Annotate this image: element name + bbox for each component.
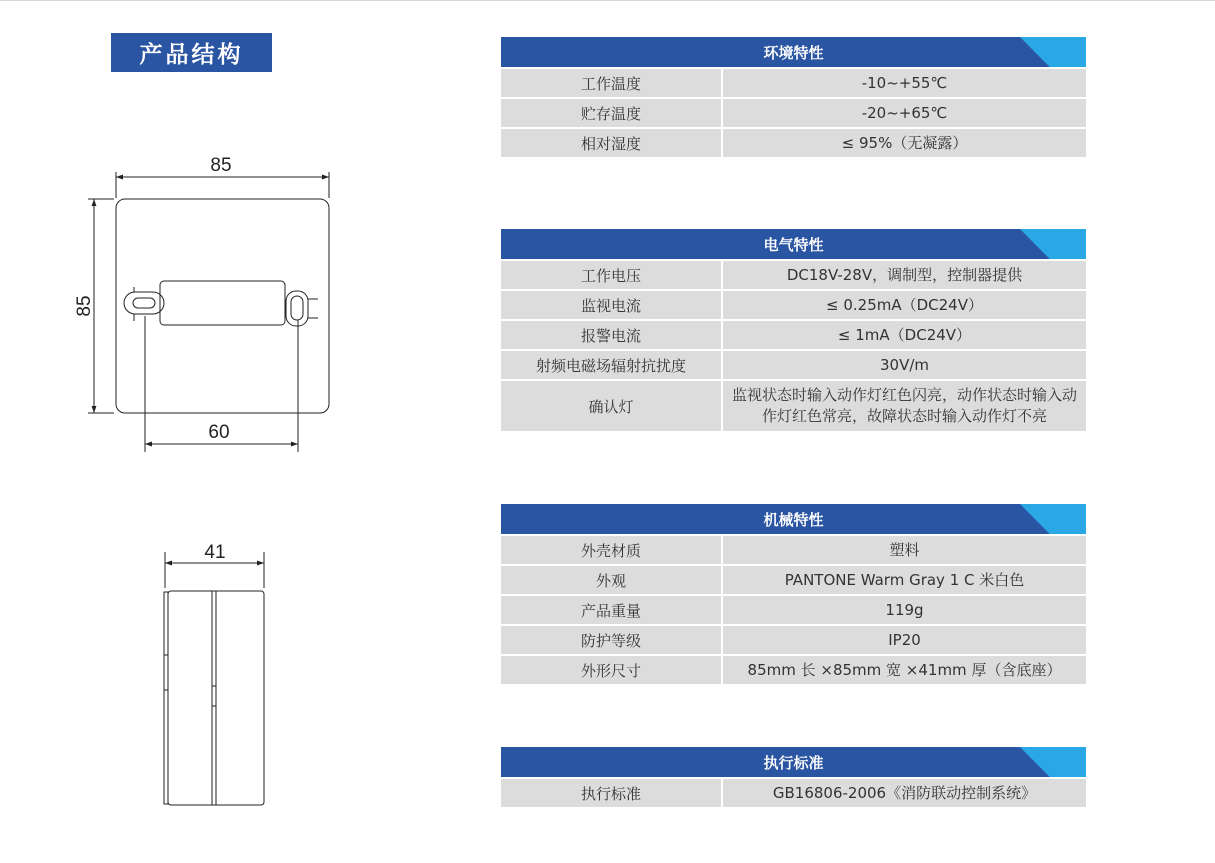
electrical-table-header: 电气特性 (501, 229, 1086, 259)
table-row: 报警电流 ≤ 1mA（DC24V） (501, 321, 1086, 349)
table-row: 工作温度 -10~+55℃ (501, 69, 1086, 97)
section-title: 产品结构 (111, 33, 272, 72)
front-height-label: 85 (74, 295, 95, 317)
mechanical-table-header: 机械特性 (501, 504, 1086, 534)
table-row: 相对湿度 ≤ 95%（无凝露） (501, 129, 1086, 157)
environment-table-header: 环境特性 (501, 37, 1086, 67)
front-view (88, 172, 329, 452)
center-module (160, 281, 285, 325)
table-row: 外形尺寸 85mm 长 ×85mm 宽 ×41mm 厚（含底座） (501, 656, 1086, 684)
table-row: 执行标准 GB16806-2006《消防联动控制系统》 (501, 779, 1086, 807)
side-depth-label: 41 (204, 542, 226, 563)
table-row: 确认灯 监视状态时输入动作灯红色闪亮，动作状态时输入动作灯红色常亮，故障状态时输入动作灯不亮 (501, 381, 1086, 431)
table-row: 防护等级 IP20 (501, 626, 1086, 654)
table-row: 贮存温度 -20~+65℃ (501, 99, 1086, 127)
front-outline (116, 199, 329, 413)
side-view (164, 552, 264, 805)
standard-table (501, 747, 1086, 807)
table-row: 外壳材质 塑料 (501, 536, 1086, 564)
table-row: 产品重量 119g (501, 596, 1086, 624)
left-mount-slot (124, 292, 164, 314)
standard-table-header: 执行标准 (501, 747, 1086, 777)
table-row: 外观 PANTONE Warm Gray 1 C 米白色 (501, 566, 1086, 594)
front-width-label: 85 (210, 155, 232, 176)
electrical-table (501, 229, 1086, 431)
environment-table (501, 37, 1086, 157)
table-row: 监视电流 ≤ 0.25mA（DC24V） (501, 291, 1086, 319)
product-drawings (0, 0, 500, 863)
mechanical-table (501, 504, 1086, 684)
table-row: 射频电磁场辐射抗扰度 30V/m (501, 351, 1086, 379)
table-row: 工作电压 DC18V-28V，调制型，控制器提供 (501, 261, 1086, 289)
mount-spacing-label: 60 (208, 422, 230, 443)
